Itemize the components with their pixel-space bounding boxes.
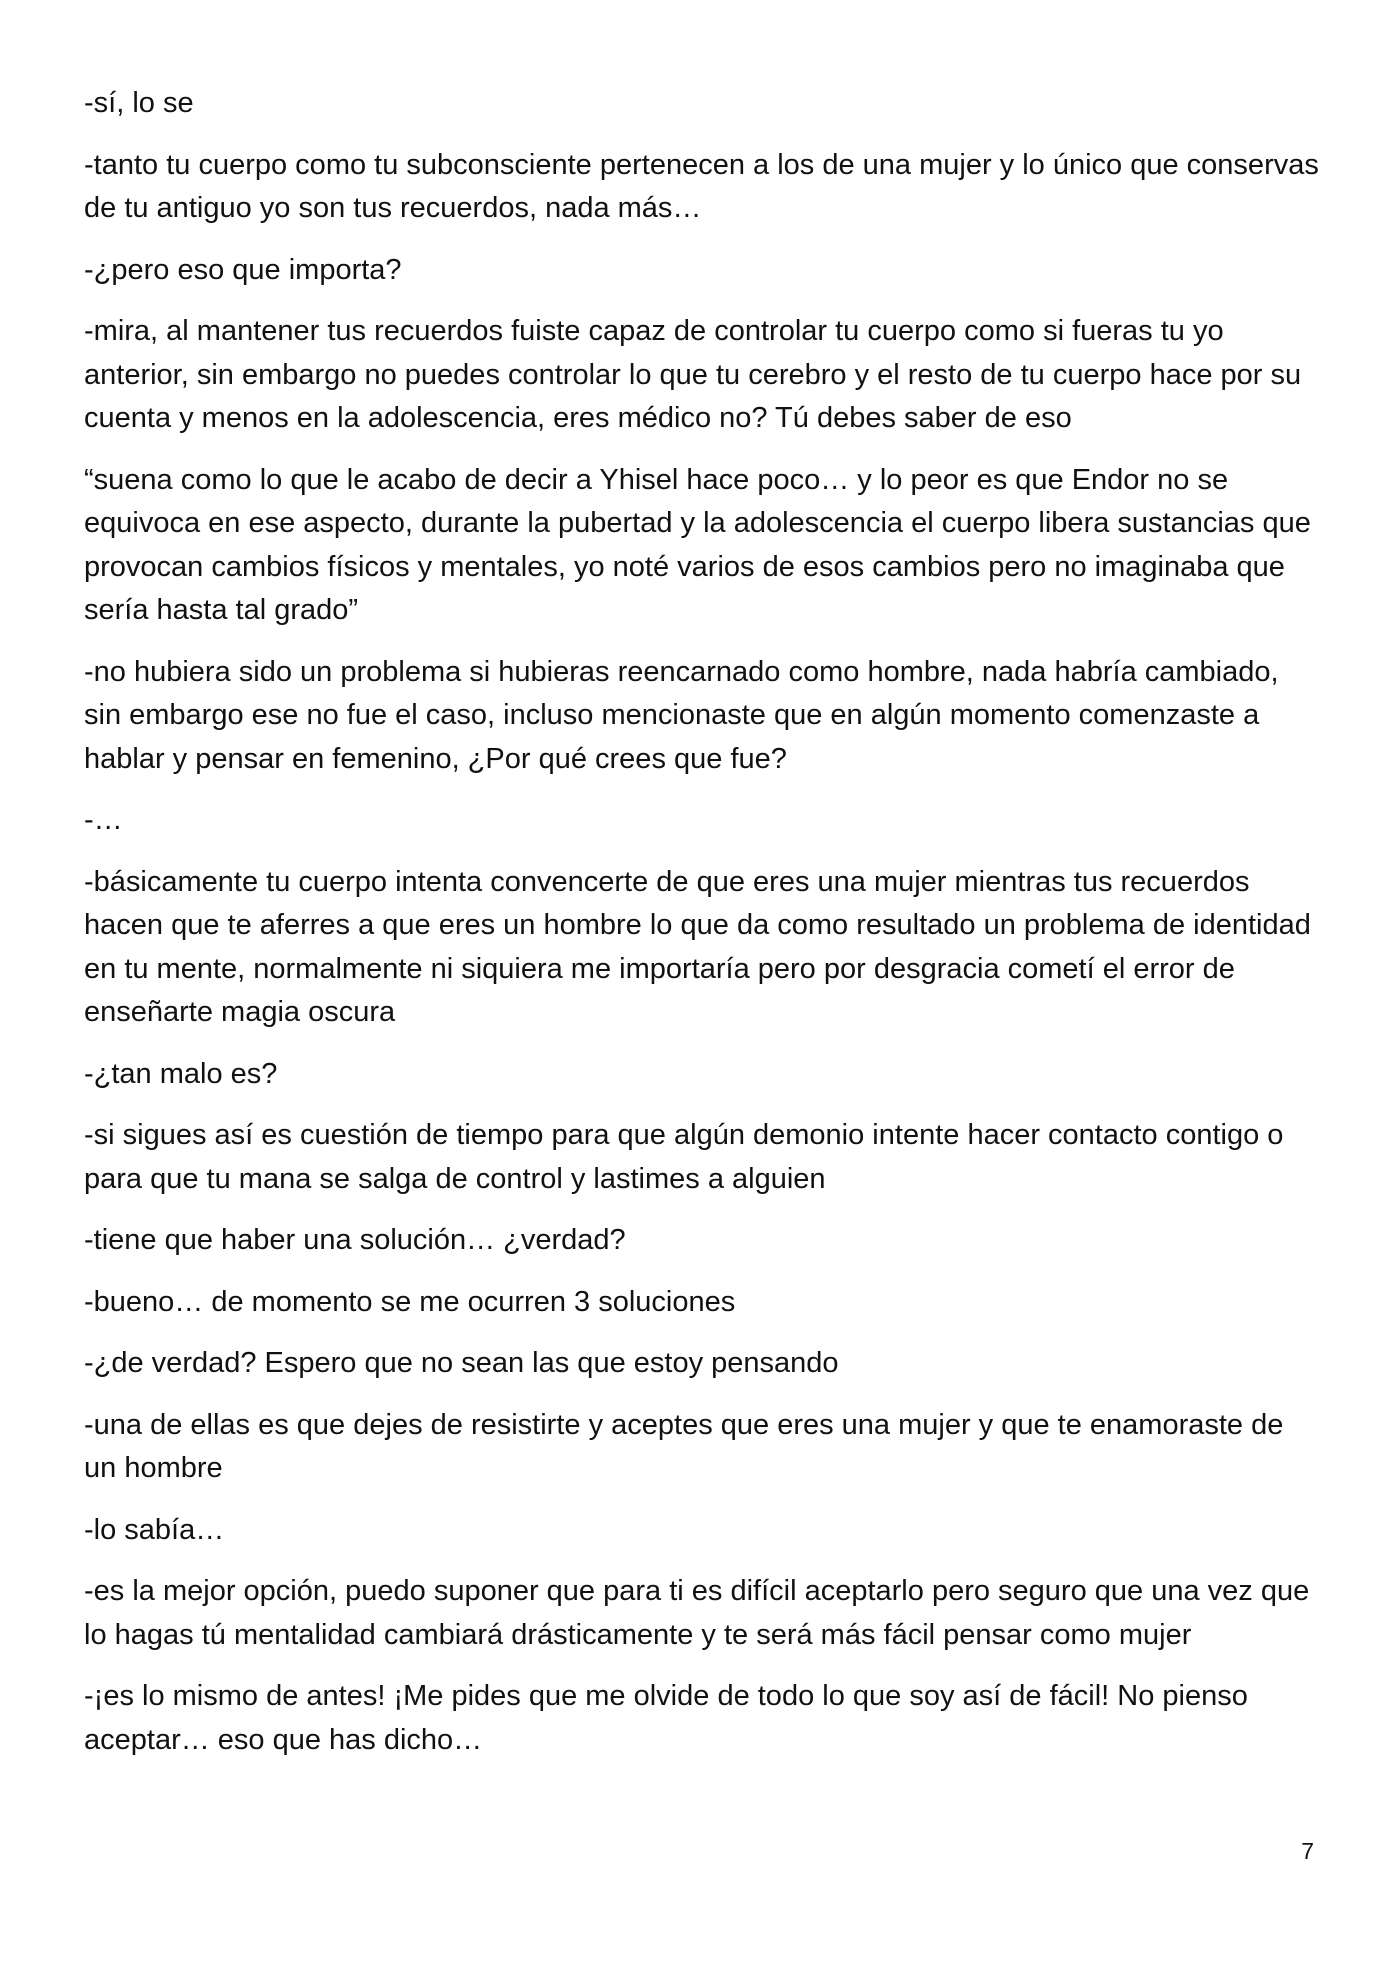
paragraph: -tiene que haber una solución… ¿verdad? [84,1224,626,1256]
paragraph: -una de ellas es que dejes de resistirte y aceptes que eres una mujer y que te enamoraste de un hombre [84,1408,1284,1484]
paragraph: -tanto tu cuerpo como tu subconsciente pertenecen a los de una mujer y lo único que conservas de tu antiguo yo son tus recuerdos, nada más… [84,148,1319,224]
paragraph: -bueno… de momento se me ocurren 3 soluciones [84,1285,736,1318]
paragraph: -sí, lo se [84,87,194,119]
paragraph: -¿pero eso que importa? [84,253,402,286]
paragraph: “suena como lo que le acabo de decir a Yhisel hace poco… y lo peor es que Endor no se equivoca en ese aspecto, durante la pubertad y la adolescencia el cuerpo libera sustancias que provocan cambios físicos y mentales, yo noté varios de esos cambios pero no imaginaba que sería hasta tal grado” [84,463,1311,626]
paragraph: -si sigues así es cuestión de tiempo para que algún demonio intente hacer contacto contigo o para que tu mana se salga de control y lastimes a alguien [84,1119,1284,1195]
paragraph: -… [84,804,123,836]
page-number: 7 [1301,1838,1314,1864]
paragraph: -¿tan malo es? [84,1057,278,1090]
paragraph: -¡es lo mismo de antes! ¡Me pides que me olvide de todo lo que soy así de fácil! No pienso aceptar… eso que has dicho… [84,1680,1248,1756]
paragraph: -lo sabía… [84,1513,225,1546]
paragraph: -¿de verdad? Espero que no sean las que estoy pensando [84,1347,839,1379]
paragraph: -es la mejor opción, puedo suponer que para ti es difícil aceptarlo pero seguro que una vez que lo hagas tú mentalidad cambiará drásticamente y te será más fácil pensar como mujer [84,1575,1310,1651]
paragraph: -mira, al mantener tus recuerdos fuiste capaz de controlar tu cuerpo como si fueras tu yo anterior, sin embargo no puedes controlar lo que tu cerebro y el resto de tu cuerpo hace por su cuenta y menos en la adolescencia, eres médico no? Tú debes saber de eso [84,315,1302,434]
paragraph: -no hubiera sido un problema si hubieras reencarnado como hombre, nada habría cambiado, sin embargo ese no fue el caso, incluso mencionaste que en algún momento comenzaste a hablar y pensar en femenino, ¿Por qué crees que fue? [84,655,1279,775]
paragraph: -básicamente tu cuerpo intenta convencerte de que eres una mujer mientras tus recuerdos hacen que te aferres a que eres un hombre lo que da como resultado un problema de identidad en tu mente, normalmente ni siquiera me importaría pero por desgracia cometí el error de enseñarte magia oscura [84,865,1311,1028]
body-text [84,82,1320,1780]
